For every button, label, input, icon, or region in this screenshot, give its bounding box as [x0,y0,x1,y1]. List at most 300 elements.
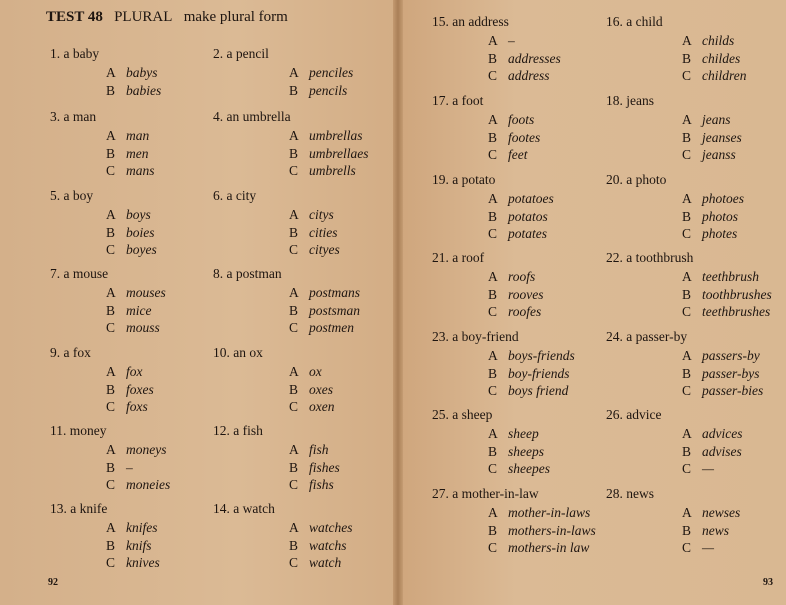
answer-option-a[interactable] [488,190,607,208]
answer-option-b[interactable] [488,522,607,540]
option-text: photos [702,208,739,224]
answer-option-b[interactable] [682,50,781,68]
option-text: ox [309,364,322,379]
answer-option-a[interactable] [289,284,388,302]
option-letter: C [289,320,299,335]
option-letter: C [488,304,498,319]
option-letter: A [289,442,299,457]
option-letter: B [289,537,299,553]
answer-option-c[interactable] [106,162,225,180]
question-3 [50,108,225,180]
option-text: postsman [309,302,361,318]
option-text: potatoes [508,191,554,206]
question-stem: 9. a fox [50,345,91,360]
answer-option-a[interactable] [289,441,388,459]
option-text: fishs [309,477,334,492]
answer-option-c[interactable] [289,476,388,494]
option-letter: A [289,285,299,300]
option-letter: A [106,207,116,222]
option-letter: B [682,286,692,302]
option-text: jeans [702,112,731,127]
question-stem: 28. news [606,486,654,501]
answer-option-a[interactable] [289,519,388,537]
question-stem: 17. a foot [432,93,484,108]
question-28 [606,485,781,557]
answer-options [606,111,781,164]
option-letter: A [488,426,498,441]
option-letter: C [106,477,116,492]
option-letter: B [682,365,692,381]
option-text: knives [126,555,160,570]
option-text: jeanses [702,129,742,145]
option-letter: C [488,147,498,162]
option-letter: A [488,505,498,520]
answer-option-c[interactable] [289,241,388,259]
option-text: advices [702,426,743,441]
answer-option-c[interactable] [488,67,607,85]
option-letter: B [488,443,498,459]
option-letter: C [289,555,299,570]
option-text: boys-friends [508,348,575,363]
option-text: foots [508,112,535,127]
option-text: babys [126,65,158,80]
option-text: knifs [126,537,152,553]
option-letter: A [682,191,692,206]
option-letter: C [289,242,299,257]
question-18 [606,92,781,164]
question-stem: 21. a roof [432,250,485,265]
answer-option-c[interactable] [488,225,607,243]
option-text: sheeps [508,443,544,459]
option-text: umbrells [309,163,356,178]
option-letter: C [682,461,692,476]
option-letter: C [106,242,116,257]
option-text: — [702,461,715,476]
option-letter: B [289,224,299,240]
answer-option-a[interactable] [488,425,607,443]
option-letter: C [488,68,498,83]
option-letter: B [106,381,116,397]
answer-option-a[interactable] [289,363,388,381]
test-header [46,9,288,26]
option-letter: C [488,226,498,241]
option-text: feet [508,147,528,162]
option-text: boyes [126,242,157,257]
answer-options [213,206,388,259]
test-instruction: make plural form [183,9,288,25]
answer-option-b[interactable] [488,208,607,226]
answer-option-a[interactable] [488,504,607,522]
answer-option-b[interactable] [488,50,607,68]
option-letter: A [488,269,498,284]
option-letter: C [682,68,692,83]
answer-option-b[interactable] [106,537,225,555]
option-letter: C [682,540,692,555]
question-7 [50,265,225,337]
option-text: teethbrushes [702,304,771,319]
answer-options [432,425,607,478]
answer-option-c[interactable] [106,241,225,259]
question-stem: 24. a passer-by [606,329,688,344]
option-text: watches [309,520,353,535]
option-letter: A [106,65,116,80]
option-letter: A [106,520,116,535]
question-24 [606,328,781,400]
option-letter: B [682,50,692,66]
option-text: mothers-in-laws [508,522,596,538]
option-text: footes [508,129,541,145]
option-text: jeanss [702,147,736,162]
answer-options [432,190,607,243]
option-letter: A [289,128,299,143]
answer-option-b[interactable] [682,129,781,147]
option-letter: B [289,302,299,318]
answer-option-b[interactable] [682,443,781,461]
answer-options [213,441,388,494]
question-stem: 22. a toothbrush [606,250,694,265]
answer-options [213,363,388,416]
option-letter: A [289,520,299,535]
answer-option-a[interactable] [682,504,781,522]
option-letter: A [682,426,692,441]
answer-options [606,32,781,85]
option-letter: C [106,163,116,178]
question-5 [50,187,225,259]
option-text: mans [126,163,155,178]
answer-option-b[interactable] [289,302,388,320]
option-letter: B [682,208,692,224]
option-letter: B [106,537,116,553]
option-letter: C [289,163,299,178]
option-text: rooves [508,286,544,302]
question-16 [606,13,781,85]
answer-option-a[interactable] [682,425,781,443]
option-text: toothbrushes [702,286,772,302]
question-6 [213,187,388,259]
question-9 [50,344,225,416]
answer-option-a[interactable] [488,32,607,50]
answer-option-a[interactable] [289,127,388,145]
answer-option-c[interactable] [488,146,607,164]
answer-option-a[interactable] [682,347,781,365]
answer-options [50,363,225,416]
answer-option-c[interactable] [289,554,388,572]
option-text: sheepes [508,461,550,476]
option-text: citys [309,207,334,222]
option-text: mice [126,302,152,318]
option-letter: A [289,65,299,80]
option-letter: C [106,399,116,414]
book-gutter [393,0,403,605]
question-stem: 14. a watch [213,501,275,516]
answer-option-b[interactable] [488,443,607,461]
answer-options [50,284,225,337]
option-text: teethbrush [702,269,759,284]
answer-option-b[interactable] [289,224,388,242]
answer-option-b[interactable] [106,82,225,100]
option-text: oxes [309,381,333,397]
option-text: passer-bys [702,365,760,381]
answer-option-a[interactable] [106,441,225,459]
option-letter: B [106,459,116,475]
answer-option-b[interactable] [106,459,225,477]
option-text: cityes [309,242,340,257]
option-letter: A [682,505,692,520]
question-stem: 27. a mother-in-law [432,486,539,501]
option-text: photoes [702,191,744,206]
question-stem: 20. a photo [606,172,667,187]
answer-option-b[interactable] [106,145,225,163]
question-20 [606,171,781,243]
answer-option-b[interactable] [682,208,781,226]
question-stem: 23. a boy-friend [432,329,519,344]
answer-option-b[interactable] [106,224,225,242]
option-text: potatos [508,208,548,224]
option-text: babies [126,82,162,98]
option-text: fox [126,364,143,379]
option-text: sheep [508,426,539,441]
option-text: – [126,459,133,475]
option-text: mothers-in law [508,540,590,555]
question-stem: 7. a mouse [50,266,109,281]
question-stem: 25. a sheep [432,407,493,422]
answer-option-b[interactable] [289,381,388,399]
answer-option-b[interactable] [289,537,388,555]
option-text: moneies [126,477,171,492]
question-27 [432,485,607,557]
question-1 [50,45,225,99]
answer-option-a[interactable] [289,64,388,82]
answer-option-b[interactable] [682,286,781,304]
question-23 [432,328,607,400]
option-letter: A [488,191,498,206]
answer-options [213,64,388,99]
answer-option-a[interactable] [488,347,607,365]
answer-options [432,504,607,557]
question-22 [606,249,781,321]
option-letter: B [106,302,116,318]
option-letter: A [682,112,692,127]
option-text: potates [508,226,547,241]
option-letter: C [289,477,299,492]
question-11 [50,422,225,494]
question-stem: 12. a fish [213,423,263,438]
answer-option-a[interactable] [682,111,781,129]
test-topic: PLURAL [114,9,173,25]
answer-option-a[interactable] [106,64,225,82]
answer-option-c[interactable] [488,460,607,478]
answer-option-c[interactable] [488,539,607,557]
answer-options [50,206,225,259]
answer-option-c[interactable] [682,225,781,243]
option-text: foxs [126,399,148,414]
option-text: oxen [309,399,335,414]
answer-options [432,268,607,321]
answer-option-c[interactable] [488,303,607,321]
option-text: advises [702,443,742,459]
answer-options [50,519,225,572]
answer-option-c[interactable] [106,554,225,572]
page-number-right: 93 [763,577,773,588]
answer-option-c[interactable] [289,162,388,180]
option-letter: B [488,365,498,381]
question-14 [213,500,388,572]
question-26 [606,406,781,478]
answer-option-c[interactable] [289,319,388,337]
answer-options [432,111,607,164]
answer-option-c[interactable] [289,398,388,416]
answer-option-b[interactable] [289,82,388,100]
question-2 [213,45,388,99]
answer-option-c[interactable] [682,303,781,321]
answer-options [50,441,225,494]
option-letter: C [488,461,498,476]
question-12 [213,422,388,494]
answer-option-c[interactable] [488,382,607,400]
answer-options [606,268,781,321]
test-number: TEST 48 [46,9,103,25]
answer-option-a[interactable] [682,268,781,286]
answer-options [50,64,225,99]
option-letter: C [106,320,116,335]
answer-options [606,504,781,557]
option-text: roofes [508,304,542,319]
answer-option-a[interactable] [682,190,781,208]
answer-options [213,127,388,180]
option-letter: A [682,33,692,48]
question-stem: 8. a postman [213,266,282,281]
answer-option-c[interactable] [682,67,781,85]
option-text: roofs [508,269,536,284]
answer-option-a[interactable] [106,284,225,302]
answer-options [50,127,225,180]
question-13 [50,500,225,572]
option-letter: C [289,399,299,414]
question-17 [432,92,607,164]
option-letter: B [488,50,498,66]
question-stem: 2. a pencil [213,46,269,61]
question-stem: 11. money [50,423,107,438]
answer-option-b[interactable] [682,522,781,540]
answer-options [606,347,781,400]
option-text: photes [702,226,738,241]
answer-options [606,425,781,478]
question-21 [432,249,607,321]
option-letter: C [682,147,692,162]
option-letter: B [106,82,116,98]
answer-option-c[interactable] [106,398,225,416]
option-text: boys friend [508,383,569,398]
answer-option-a[interactable] [488,268,607,286]
option-letter: B [289,459,299,475]
option-letter: A [289,207,299,222]
answer-option-a[interactable] [682,32,781,50]
answer-option-b[interactable] [289,459,388,477]
option-letter: B [106,224,116,240]
question-stem: 10. an ox [213,345,263,360]
option-text: passer-bies [702,383,764,398]
question-4 [213,108,388,180]
page-number-left: 92 [48,577,58,588]
answer-option-b[interactable] [106,381,225,399]
question-stem: 19. a potato [432,172,496,187]
option-letter: A [488,112,498,127]
question-stem: 4. an umbrella [213,109,291,124]
option-text: mouses [126,285,166,300]
option-text: cities [309,224,338,240]
question-stem: 16. a child [606,14,663,29]
question-19 [432,171,607,243]
question-stem: 13. a knife [50,501,108,516]
option-text: watchs [309,537,347,553]
answer-option-a[interactable] [289,206,388,224]
option-letter: A [682,348,692,363]
option-text: umbrellas [309,128,363,143]
question-stem: 26. advice [606,407,662,422]
answer-option-c[interactable] [682,460,781,478]
option-letter: C [488,540,498,555]
option-letter: B [682,443,692,459]
answer-option-b[interactable] [488,129,607,147]
answer-option-b[interactable] [682,365,781,383]
option-letter: B [488,286,498,302]
option-text: moneys [126,442,167,457]
option-letter: A [682,269,692,284]
answer-option-b[interactable] [106,302,225,320]
answer-option-b[interactable] [289,145,388,163]
option-text: mouss [126,320,160,335]
option-text: passers-by [702,348,760,363]
question-25 [432,406,607,478]
option-letter: B [106,145,116,161]
option-letter: A [106,442,116,457]
answer-option-c[interactable] [682,382,781,400]
answer-option-b[interactable] [488,286,607,304]
answer-option-c[interactable] [682,539,781,557]
option-letter: B [488,522,498,538]
answer-option-b[interactable] [488,365,607,383]
option-letter: B [289,145,299,161]
option-text: postmans [309,285,361,300]
option-letter: C [106,555,116,570]
option-letter: A [106,285,116,300]
option-text: foxes [126,381,154,397]
answer-option-a[interactable] [106,127,225,145]
option-text: childs [702,33,735,48]
question-8 [213,265,388,337]
option-text: pencils [309,82,348,98]
option-letter: A [106,128,116,143]
option-letter: C [682,383,692,398]
option-letter: B [682,129,692,145]
answer-option-a[interactable] [106,519,225,537]
option-text: – [508,33,515,48]
question-stem: 18. jeans [606,93,654,108]
answer-option-a[interactable] [488,111,607,129]
option-text: childes [702,50,741,66]
question-15 [432,13,607,85]
answer-option-c[interactable] [106,476,225,494]
answer-option-a[interactable] [106,363,225,381]
option-text: watch [309,555,342,570]
option-letter: A [488,348,498,363]
option-letter: A [488,33,498,48]
answer-option-c[interactable] [106,319,225,337]
answer-option-a[interactable] [106,206,225,224]
answer-option-c[interactable] [682,146,781,164]
option-letter: C [682,304,692,319]
option-letter: C [488,383,498,398]
